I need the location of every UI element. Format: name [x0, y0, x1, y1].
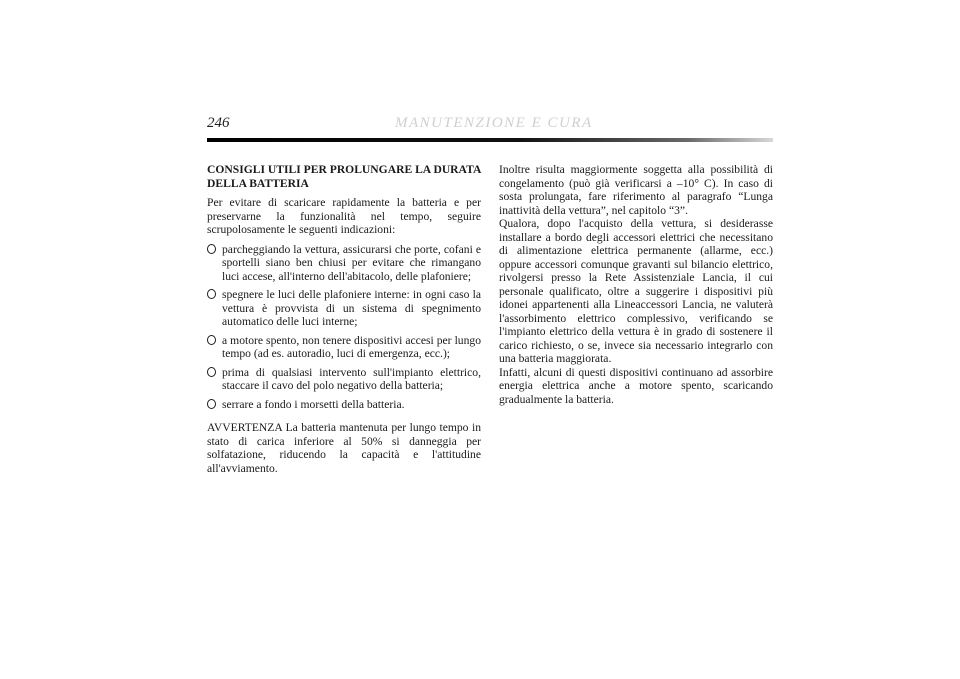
section-heading: CONSIGLI UTILI PER PROLUNGARE LA DURATA DELLA BATTERIA	[207, 163, 481, 190]
list-item-text: spegnere le luci delle plafoniere interne: in ogni caso la vettura è provvista di un sistema di spegnimento automatico delle luci interne;	[222, 288, 481, 328]
list-item	[207, 334, 481, 361]
list-item-text: serrare a fondo i morsetti della batteria.	[222, 397, 405, 411]
list-item	[207, 243, 481, 284]
page-header	[207, 112, 773, 134]
header-rule	[207, 138, 773, 142]
bullet-circle-icon	[207, 244, 216, 254]
right-column	[499, 163, 773, 406]
list-item-text: a motore spento, non tenere dispositivi accesi per lungo tempo (ad es. autoradio, luci di emergenza, ecc.);	[222, 333, 481, 360]
bullet-circle-icon	[207, 289, 216, 299]
left-column	[207, 163, 481, 475]
list-item	[207, 398, 481, 412]
list-item	[207, 288, 481, 329]
tips-list	[207, 243, 481, 412]
list-item-text: prima di qualsiasi intervento sull'impianto elettrico, staccare il cavo del polo negativo della batteria;	[222, 365, 481, 392]
warning-paragraph: AVVERTENZA La batteria mantenuta per lungo tempo in stato di carica inferiore al 50% si danneggia per solfatazione, riducendo la capacità e l'attitudine all'avviamento.	[207, 421, 481, 475]
list-item	[207, 366, 481, 393]
section-title: MANUTENZIONE E CURA	[395, 115, 593, 131]
body-paragraph: Qualora, dopo l'acquisto della vettura, si desiderasse installare a bordo degli accessori elettrici che necessitano di alimentazione elettrica permanente (allarme, ecc.) oppure accessori comunque gravanti sul bilancio elettrico, rivolgersi presso la Rete Assistenziale Lancia, il cui personale qualificato, oltre a suggerire i dispositivi più idonei appartenenti alla Lineaccessori Lancia, ne valuterà l'assorbimento elettrico complessivo, verificando se l'impianto elettrico della vettura è in grado di sostenere il carico richiesto, o se, invece sia necessario integrarlo con una batteria maggiorata.	[499, 217, 773, 365]
bullet-circle-icon	[207, 399, 216, 409]
bullet-circle-icon	[207, 335, 216, 345]
body-paragraph: Inoltre risulta maggiormente soggetta alla possibilità di congelamento (può già verificarsi a –10° C). In caso di sosta prolungata, fare riferimento al paragrafo “Lunga inattività della vettura”, nel capitolo “3”.	[499, 163, 773, 217]
body-paragraph: Infatti, alcuni di questi dispositivi continuano ad assorbire energia elettrica anche a motore spento, scaricando gradualmente la batteria.	[499, 365, 773, 406]
list-item-text: parcheggiando la vettura, assicurarsi che porte, cofani e sportelli siano ben chiusi per evitare che rimangano luci accese, all'interno dell'abitacolo, delle plafoniere;	[222, 242, 481, 283]
page-number: 246	[207, 115, 230, 131]
intro-paragraph: Per evitare di scaricare rapidamente la batteria e per preservarne la funzionalità nel tempo, seguire scrupolosamente le seguenti indicazioni:	[207, 196, 481, 236]
bullet-circle-icon	[207, 367, 216, 377]
